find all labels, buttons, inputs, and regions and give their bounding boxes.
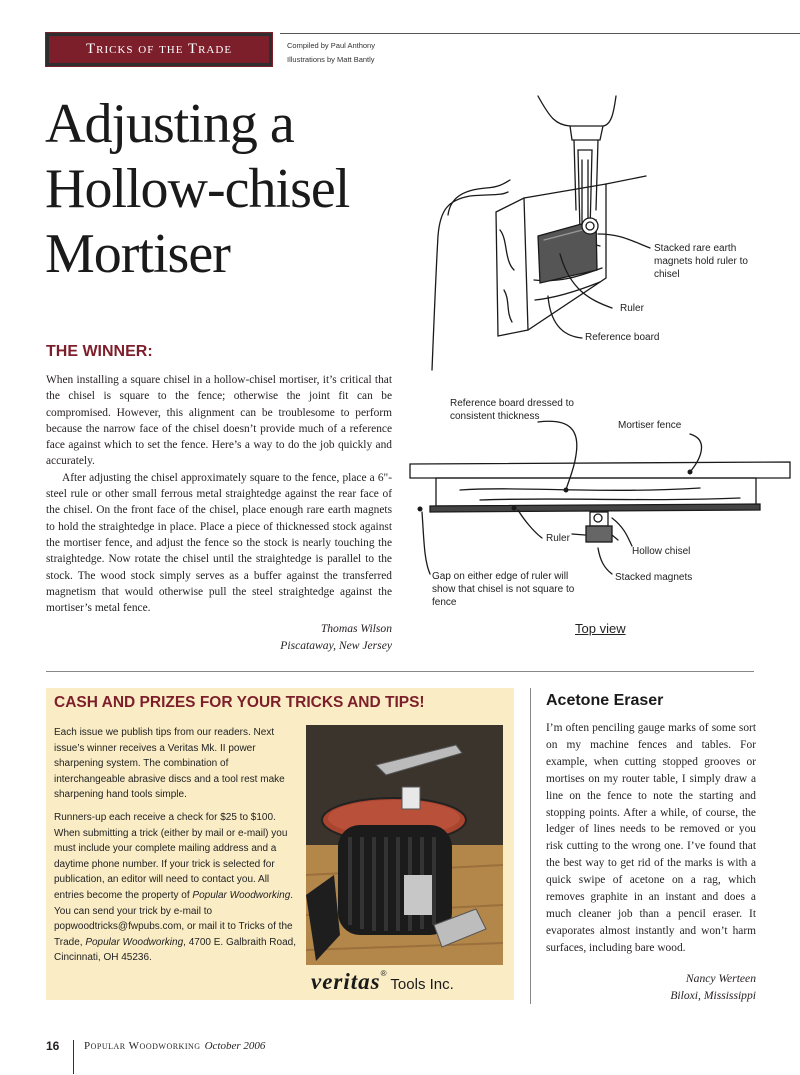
prize-paragraph-2 xyxy=(54,810,296,966)
sharpening-system-photo xyxy=(306,725,503,965)
veritas-suffix: Tools Inc. xyxy=(390,976,454,993)
publication-name: Popular Woodworking xyxy=(84,1040,201,1052)
prize-sidebar xyxy=(46,688,514,1000)
article-paragraph-2: After adjusting the chisel approximately square to the fence, place a 6"-steel rule or other small ferrous metal straightedge against the rear face of the chisel. On the front face of the chisel, place enough rare earth magnets to hold the straightedge in place. Place a piece of thicknessed stock against the mortiser fence, and adjust the fence so the stock is nearly touching the straightedge. Now rotate the chisel until the straightedge is parallel to the stock. The wood stock simply serves as a buffer against the transferred magnetism that would otherwise pull the steel straightedge against the mortiser’s metal fence. xyxy=(46,471,392,615)
reference-board-top-view xyxy=(436,478,756,506)
callout-ruler-bottom: Ruler xyxy=(546,533,570,544)
veritas-brand: veritas xyxy=(311,969,381,994)
article-paragraph-1: When installing a square chisel in a hollow-chisel mortiser, it’s critical that the chisel is square to the fence; otherwise the joint fit can be compromised. However, this alignment can be troublesome to perform because the narrow face of the chisel doesn’t provide much of a reference face against which to set the fence. Here’s a way to do the job quickly and accurately. xyxy=(46,374,392,468)
acetone-body: I’m often penciling gauge marks of some sort on my machine fences and tables. For example, when cutting stopped grooves or mortises on my router table, I simply draw a line on the fence to note the starting and stopping points. After a while, of course, the ledger of lines needs to be removed or you risk cutting to the wrong one. I’ve found that the best way to get rid of the marks is with a quick swipe of acetone on a rag, which removes graphite in an instant and does a much cleaner job than a pencil eraser. It evaporates almost instantly and won’t harm surfaces, including bare wood. xyxy=(546,722,756,954)
winner-heading: THE WINNER: xyxy=(46,343,153,360)
prize-text xyxy=(54,725,296,966)
callout-gap-note: Gap on either edge of ruler will show that chisel is not square to fence xyxy=(432,571,575,608)
issue-date: October 2006 xyxy=(204,1040,266,1052)
mortiser-fence xyxy=(410,462,790,478)
veritas-logo: veritas® Tools Inc. xyxy=(311,969,454,994)
footer-publication xyxy=(84,1040,265,1052)
prize-p2-italic: Popular Woodworking xyxy=(192,889,291,901)
title-line-3: Mortiser xyxy=(45,223,230,285)
magnets-top-view xyxy=(586,526,612,542)
callout-reference-board-top: Reference board xyxy=(585,332,660,343)
acetone-location: Biloxi, Mississippi xyxy=(670,989,756,1002)
article-body xyxy=(46,372,392,616)
callout-magnets-top: Stacked rare earth magnets hold ruler to chisel xyxy=(654,243,748,280)
footer-divider xyxy=(73,1040,74,1074)
callout-stacked-magnets: Stacked magnets xyxy=(615,572,693,583)
title-line-1: Adjusting a xyxy=(45,93,294,155)
prize-p2-mid: . You can send your trick by e-mail to popwoodtricks@fwpubs.com, or mail it to Tricks of the Trade, xyxy=(54,889,294,948)
callout-reference-board-dressed: Reference board dressed to consistent thickness xyxy=(450,398,574,422)
acetone-author: Nancy Werteen xyxy=(685,972,756,985)
top-view-label: Top view xyxy=(575,621,626,636)
section-divider xyxy=(46,671,754,672)
prize-p2-italic2: Popular Woodworking xyxy=(85,936,184,948)
illustrations-by: Illustrations by Matt Bantly xyxy=(287,55,375,64)
sharpener-illustration xyxy=(306,725,503,965)
callout-hollow-chisel: Hollow chisel xyxy=(632,546,691,557)
prize-p2-end: , 4700 E. Galbraith Road, Cincinnati, OH 45236. xyxy=(54,936,296,964)
section-banner: Tricks of the Trade xyxy=(46,33,272,66)
title-line-2: Hollow-chisel xyxy=(45,158,350,220)
prize-paragraph-1: Each issue we publish tips from our readers. Next issue’s winner receives a Veritas Mk. II power sharpening system. The combination of interchangeable abrasive discs and a tool rest make sharpening hand tools simple. xyxy=(54,727,285,801)
prize-heading: CASH AND PRIZES FOR YOUR TRICKS AND TIPS! xyxy=(54,694,425,711)
article-location: Piscataway, New Jersey xyxy=(280,639,392,652)
callout-mortiser-fence: Mortiser fence xyxy=(618,420,682,431)
prize-p2-start: Runners-up each receive a check for $25 to $100. When submitting a trick (either by mail or e-mail) you must include your complete mailing address and a daytime phone number. If your trick is selected for publication, an editor will need to contact you. All entries become the property of xyxy=(54,811,288,901)
callout-ruler-top: Ruler xyxy=(620,303,644,314)
article-author: Thomas Wilson xyxy=(320,622,392,635)
page-number: 16 xyxy=(46,1039,60,1053)
ruler-top-view xyxy=(430,504,760,512)
column-divider xyxy=(530,688,531,1004)
compiled-by: Compiled by Paul Anthony xyxy=(287,41,375,50)
acetone-heading: Acetone Eraser xyxy=(546,692,664,709)
